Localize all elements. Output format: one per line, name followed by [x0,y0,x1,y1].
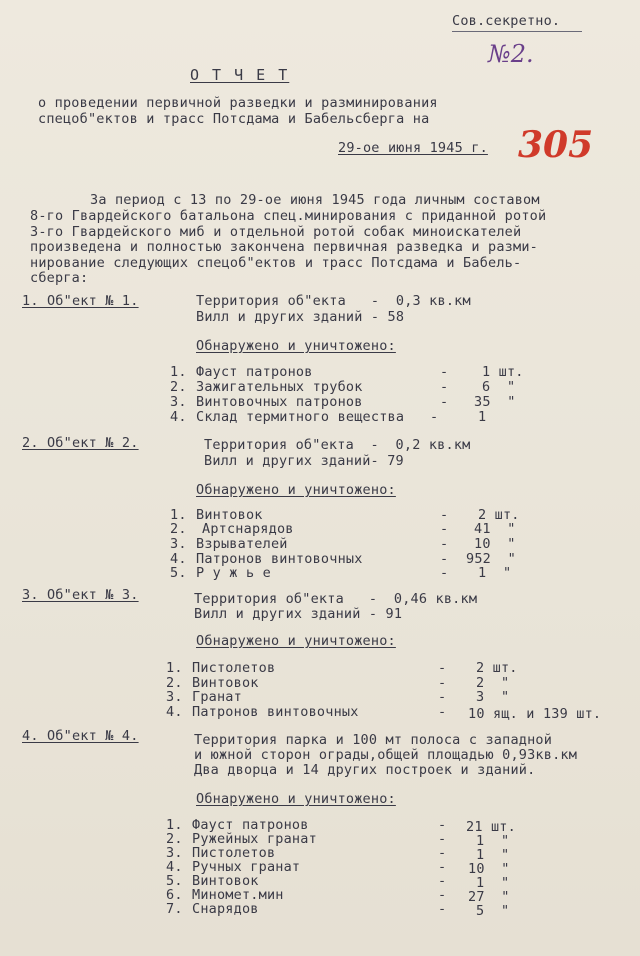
item-name: Взрывателей [196,536,288,552]
item-name: Винтовочных патронов [196,394,363,410]
item-name: Патронов винтовочных [196,551,363,567]
item-number: 4. [170,409,187,425]
object-label: 2. Об"ект № 2. [22,435,139,451]
item-number: 1. [166,660,183,676]
found-heading: Обнаружено и уничтожено: [196,791,396,807]
item-name: Склад термитного вещества [196,409,405,425]
item-number: 6. [166,887,183,903]
item-number: 5. [170,565,187,581]
item-name: Р у ж ь е [196,565,271,581]
classification-underline [452,31,582,32]
report-subtitle-line1: о проведении первичной разведки и разминирования [38,95,438,111]
intro-line: нирование следующих спецоб"ектов и трасс Потсдама и Бабель- [30,255,522,271]
item-qty: 35 " [474,394,516,410]
item-dash: - [438,675,447,691]
object-desc: Два дворца и 14 других построек и зданий. [194,762,536,778]
item-qty: 1 " [476,833,510,849]
item-number: 4. [170,551,187,567]
item-number: 3. [170,394,187,410]
item-name: Пистолетов [192,660,276,676]
intro-line: 3-го Гвардейского миб и отдельной ротой собак миноискателей [30,224,522,240]
item-qty: 6 " [482,379,516,395]
item-number: 1. [170,507,187,523]
item-qty: 10 " [468,861,510,877]
item-name: Снарядов [192,901,259,917]
item-qty: 10 ящ. и 139 шт. [468,706,602,722]
intro-line: 8-го Гвардейского батальона спец.минирования с приданной ротой [30,208,547,224]
object-desc: Территория об"екта - 0,46 кв.км [194,591,478,607]
found-heading: Обнаружено и уничтожено: [196,482,396,498]
object-desc: Вилл и других зданий - 91 [194,606,403,622]
item-dash: - [438,873,447,889]
item-dash: - [438,831,447,847]
item-number: 3. [166,845,183,861]
item-number: 3. [170,536,187,552]
item-name: Винтовок [192,675,259,691]
item-qty: 2 шт. [478,507,520,523]
item-dash: - [438,859,447,875]
item-name: Ручных гранат [192,859,301,875]
report-title: О Т Ч Е Т [190,66,290,84]
item-number: 4. [166,859,183,875]
report-subtitle-line2: спецоб"ектов и трасс Потсдама и Бабельсберга на [38,111,430,127]
intro-line: сберга: [30,270,89,286]
item-dash: - [430,409,439,425]
found-heading: Обнаружено и уничтожено: [196,338,396,354]
item-number: 1. [166,817,183,833]
item-dash: - [438,887,447,903]
found-heading: Обнаружено и уничтожено: [196,633,396,649]
object-desc: Территория об"екта - 0,3 кв.км [196,293,471,309]
object-desc: Вилл и других зданий - 58 [196,309,405,325]
item-dash: - [438,704,447,720]
item-number: 2. [170,521,187,537]
item-dash: - [440,521,449,537]
item-dash: - [440,507,449,523]
item-dash: - [438,845,447,861]
intro-line: За период с 13 по 29-ое июня 1945 года личным составом [90,192,540,208]
item-qty: 1 " [476,875,510,891]
item-name: Патронов винтовочных [192,704,359,720]
item-qty: 1 " [476,847,510,863]
item-number: 2. [166,675,183,691]
object-desc: Территория об"екта - 0,2 кв.км [204,437,471,453]
item-dash: - [438,689,447,705]
item-qty: 41 " [474,521,516,537]
item-qty: 2 " [476,675,510,691]
item-name: Ружейных гранат [192,831,317,847]
intro-line: произведена и полностью закончена первичная разведка и разми- [30,239,538,255]
object-desc: и южной сторон ограды,общей площадью 0,93кв.км [194,747,578,763]
item-name: Зажигательных трубок [196,379,363,395]
object-desc: Вилл и других зданий- 79 [204,453,404,469]
item-qty: 27 " [468,889,510,905]
item-qty: 2 шт. [476,660,518,676]
item-number: 2. [166,831,183,847]
item-qty: 3 " [476,689,510,705]
item-dash: - [440,394,449,410]
item-dash: - [440,379,449,395]
item-dash: - [440,565,449,581]
object-label: 4. Об"ект № 4. [22,728,139,744]
item-qty: 1 шт. [482,364,524,380]
item-number: 3. [166,689,183,705]
item-name: Фауст патронов [192,817,309,833]
item-name: Артснарядов [202,521,294,537]
handwritten-page-number: 305 [518,124,594,166]
item-qty: 5 " [476,903,510,919]
object-label: 3. Об"ект № 3. [22,587,139,603]
item-name: Миномет.мин [192,887,284,903]
object-label: 1. Об"ект № 1. [22,293,139,309]
item-dash: - [438,817,447,833]
item-dash: - [440,364,449,380]
item-number: 5. [166,873,183,889]
item-number: 4. [166,704,183,720]
item-number: 2. [170,379,187,395]
item-name: Пистолетов [192,845,276,861]
classification-stamp: Сов.секретно. [452,13,561,29]
item-dash: - [440,551,449,567]
item-dash: - [438,660,447,676]
report-date: 29-ое июня 1945 г. [338,140,488,156]
item-qty: 10 " [474,536,516,552]
item-qty: 21 шт. [466,819,516,835]
item-dash: - [440,536,449,552]
item-qty: 952 " [466,551,516,567]
item-name: Винтовок [192,873,259,889]
object-desc: Территория парка и 100 мт полоса с западной [194,732,553,748]
item-qty: 1 [478,409,487,425]
item-number: 1. [170,364,187,380]
item-name: Фауст патронов [196,364,313,380]
item-name: Гранат [192,689,242,705]
item-qty: 1 " [478,565,512,581]
item-name: Винтовок [196,507,263,523]
item-number: 7. [166,901,183,917]
item-dash: - [438,901,447,917]
handwritten-number: №2. [488,40,534,68]
